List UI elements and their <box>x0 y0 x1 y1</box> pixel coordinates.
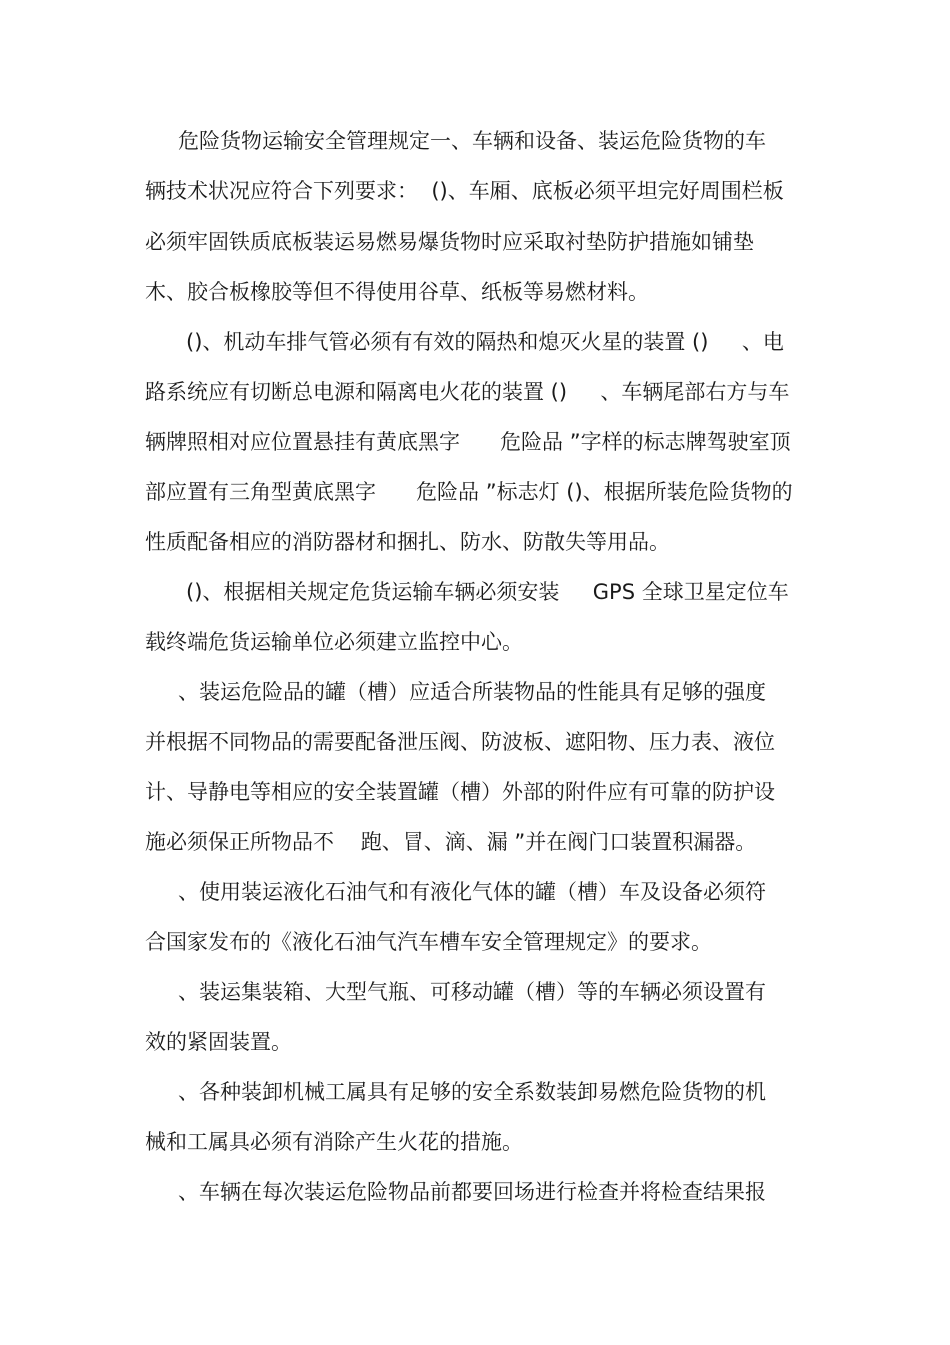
text-line: 并根据不同物品的需要配备泄压阀、防波板、遮阳物、压力表、液位 <box>145 730 775 754</box>
text-line: 、装运危险品的罐（槽）应适合所装物品的性能具有足够的强度 <box>178 680 766 704</box>
text-line: 路系统应有切断总电源和隔离电火花的装置 () 、车辆尾部右方与车 <box>145 380 790 404</box>
text-line: 、装运集装箱、大型气瓶、可移动罐（槽）等的车辆必须设置有 <box>178 980 766 1004</box>
text-line: 辆牌照相对应位置悬挂有黄底黑字 危险品 ”字样的标志牌驾驶室顶 <box>145 430 791 454</box>
text-line: 木、胶合板橡胶等但不得使用谷草、纸板等易燃材料。 <box>145 280 649 304</box>
text-line: 辆技术状况应符合下列要求： ()、车厢、底板必须平坦完好周围栏板 <box>145 179 784 203</box>
text-line: 合国家发布的《液化石油气汽车槽车安全管理规定》的要求。 <box>145 930 712 954</box>
text-line: 、各种装卸机械工属具有足够的安全系数装卸易燃危险货物的机 <box>178 1080 766 1104</box>
text-line: 计、导静电等相应的安全装置罐（槽）外部的附件应有可靠的防护设 <box>145 780 775 804</box>
text-line: 必须牢固铁质底板装运易燃易爆货物时应采取衬垫防护措施如铺垫 <box>145 230 754 254</box>
text-line: ()、机动车排气管必须有有效的隔热和熄灭火星的装置 () 、电 <box>186 330 784 354</box>
text-line: 危险货物运输安全管理规定一、车辆和设备、装运危险货物的车 <box>178 129 766 153</box>
text-line: 部应置有三角型黄底黑字 危险品 ”标志灯 ()、根据所装危险货物的 <box>145 480 793 504</box>
text-line: 施必须保正所物品不 跑、冒、滴、漏 ”并在阀门口装置积漏器。 <box>145 830 757 854</box>
text-line: 、车辆在每次装运危险物品前都要回场进行检查并将检查结果报 <box>178 1180 766 1204</box>
text-line: ()、根据相关规定危货运输车辆必须安装 GPS 全球卫星定位车 <box>186 580 789 604</box>
text-line: 载终端危货运输单位必须建立监控中心。 <box>145 630 523 654</box>
text-line: 效的紧固装置。 <box>145 1030 292 1054</box>
text-line: 性质配备相应的消防器材和捆扎、防水、防散失等用品。 <box>145 530 670 554</box>
text-line: 械和工属具必须有消除产生火花的措施。 <box>145 1130 523 1154</box>
text-line: 、使用装运液化石油气和有液化气体的罐（槽）车及设备必须符 <box>178 880 766 904</box>
